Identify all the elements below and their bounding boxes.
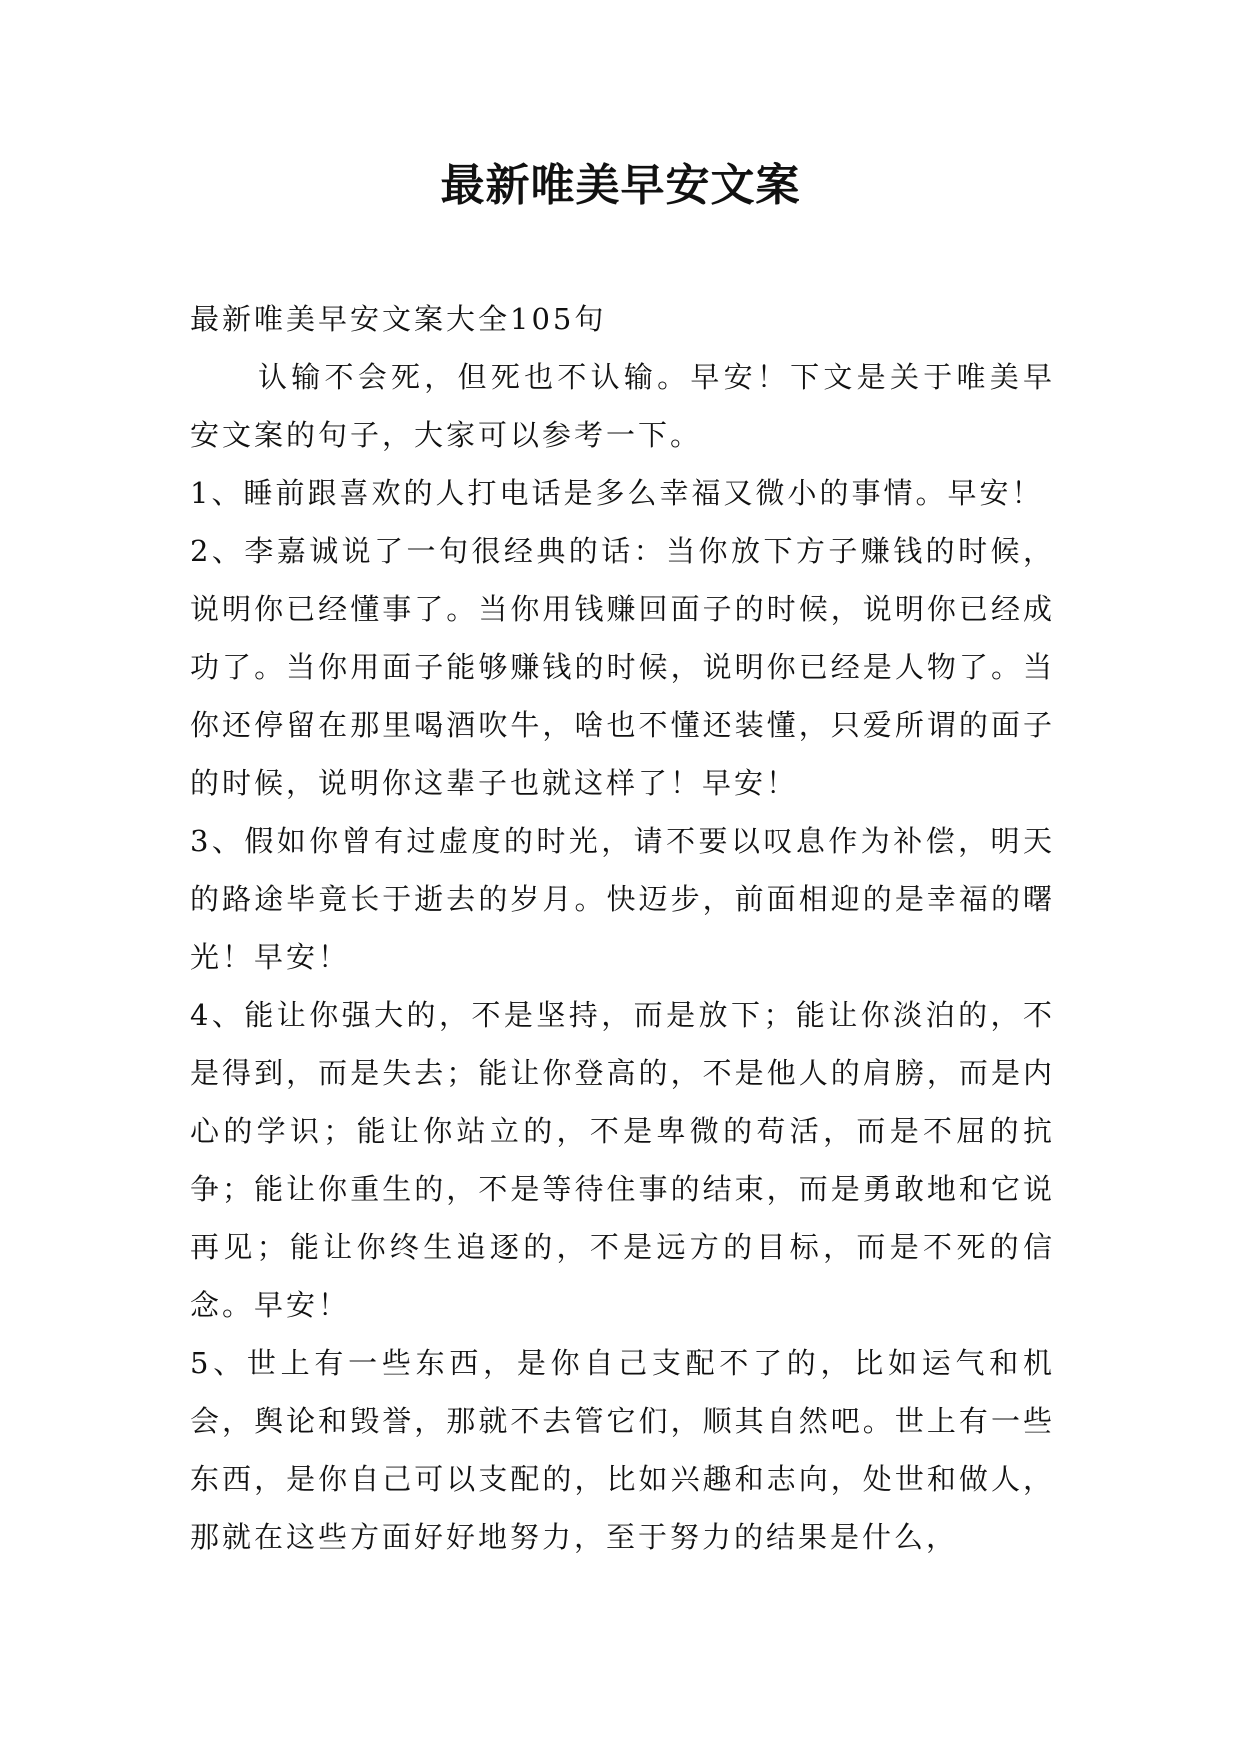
document-title: 最新唯美早安文案 [440,160,801,211]
list-item: 5、世上有一些东西，是你自己支配不了的，比如运气和机会，舆论和毁誉，那就不去管它们，顺其自然吧。世上有一些东西，是你自己可以支配的，比如兴趣和志向，处世和做人，那就在这些方面好好地努力，至于努力的结果是什么， [190,1346,1055,1554]
document-body [190,290,1055,1566]
list-item: 2、李嘉诚说了一句很经典的话：当你放下方子赚钱的时候，说明你已经懂事了。当你用钱赚回面子的时候，说明你已经成功了。当你用面子能够赚钱的时候，说明你已经是人物了。当你还停留在那里喝酒吹牛，啥也不懂还装懂，只爱所谓的面子的时候，说明你这辈子也就这样了！早安！ [190,534,1055,800]
list-item: 4、能让你强大的，不是坚持，而是放下；能让你淡泊的，不是得到，而是失去；能让你登高的，不是他人的肩膀，而是内心的学识；能让你站立的，不是卑微的苟活，而是不屈的抗争；能让你重生的，不是等待住事的结束，而是勇敢地和它说再见；能让你终生追逐的，不是远方的目标，而是不死的信念。早安！ [190,998,1055,1322]
intro-paragraph: 认输不会死，但死也不认输。早安！下文是关于唯美早安文案的句子，大家可以参考一下。 [190,360,1055,452]
document-subtitle: 最新唯美早安文案大全105句 [190,302,607,336]
list-item: 3、假如你曾有过虚度的时光，请不要以叹息作为补偿，明天的路途毕竟长于逝去的岁月。快迈步，前面相迎的是幸福的曙光！早安！ [190,824,1055,974]
list-item: 1、睡前跟喜欢的人打电话是多么幸福又微小的事情。早安！ [190,476,1044,510]
